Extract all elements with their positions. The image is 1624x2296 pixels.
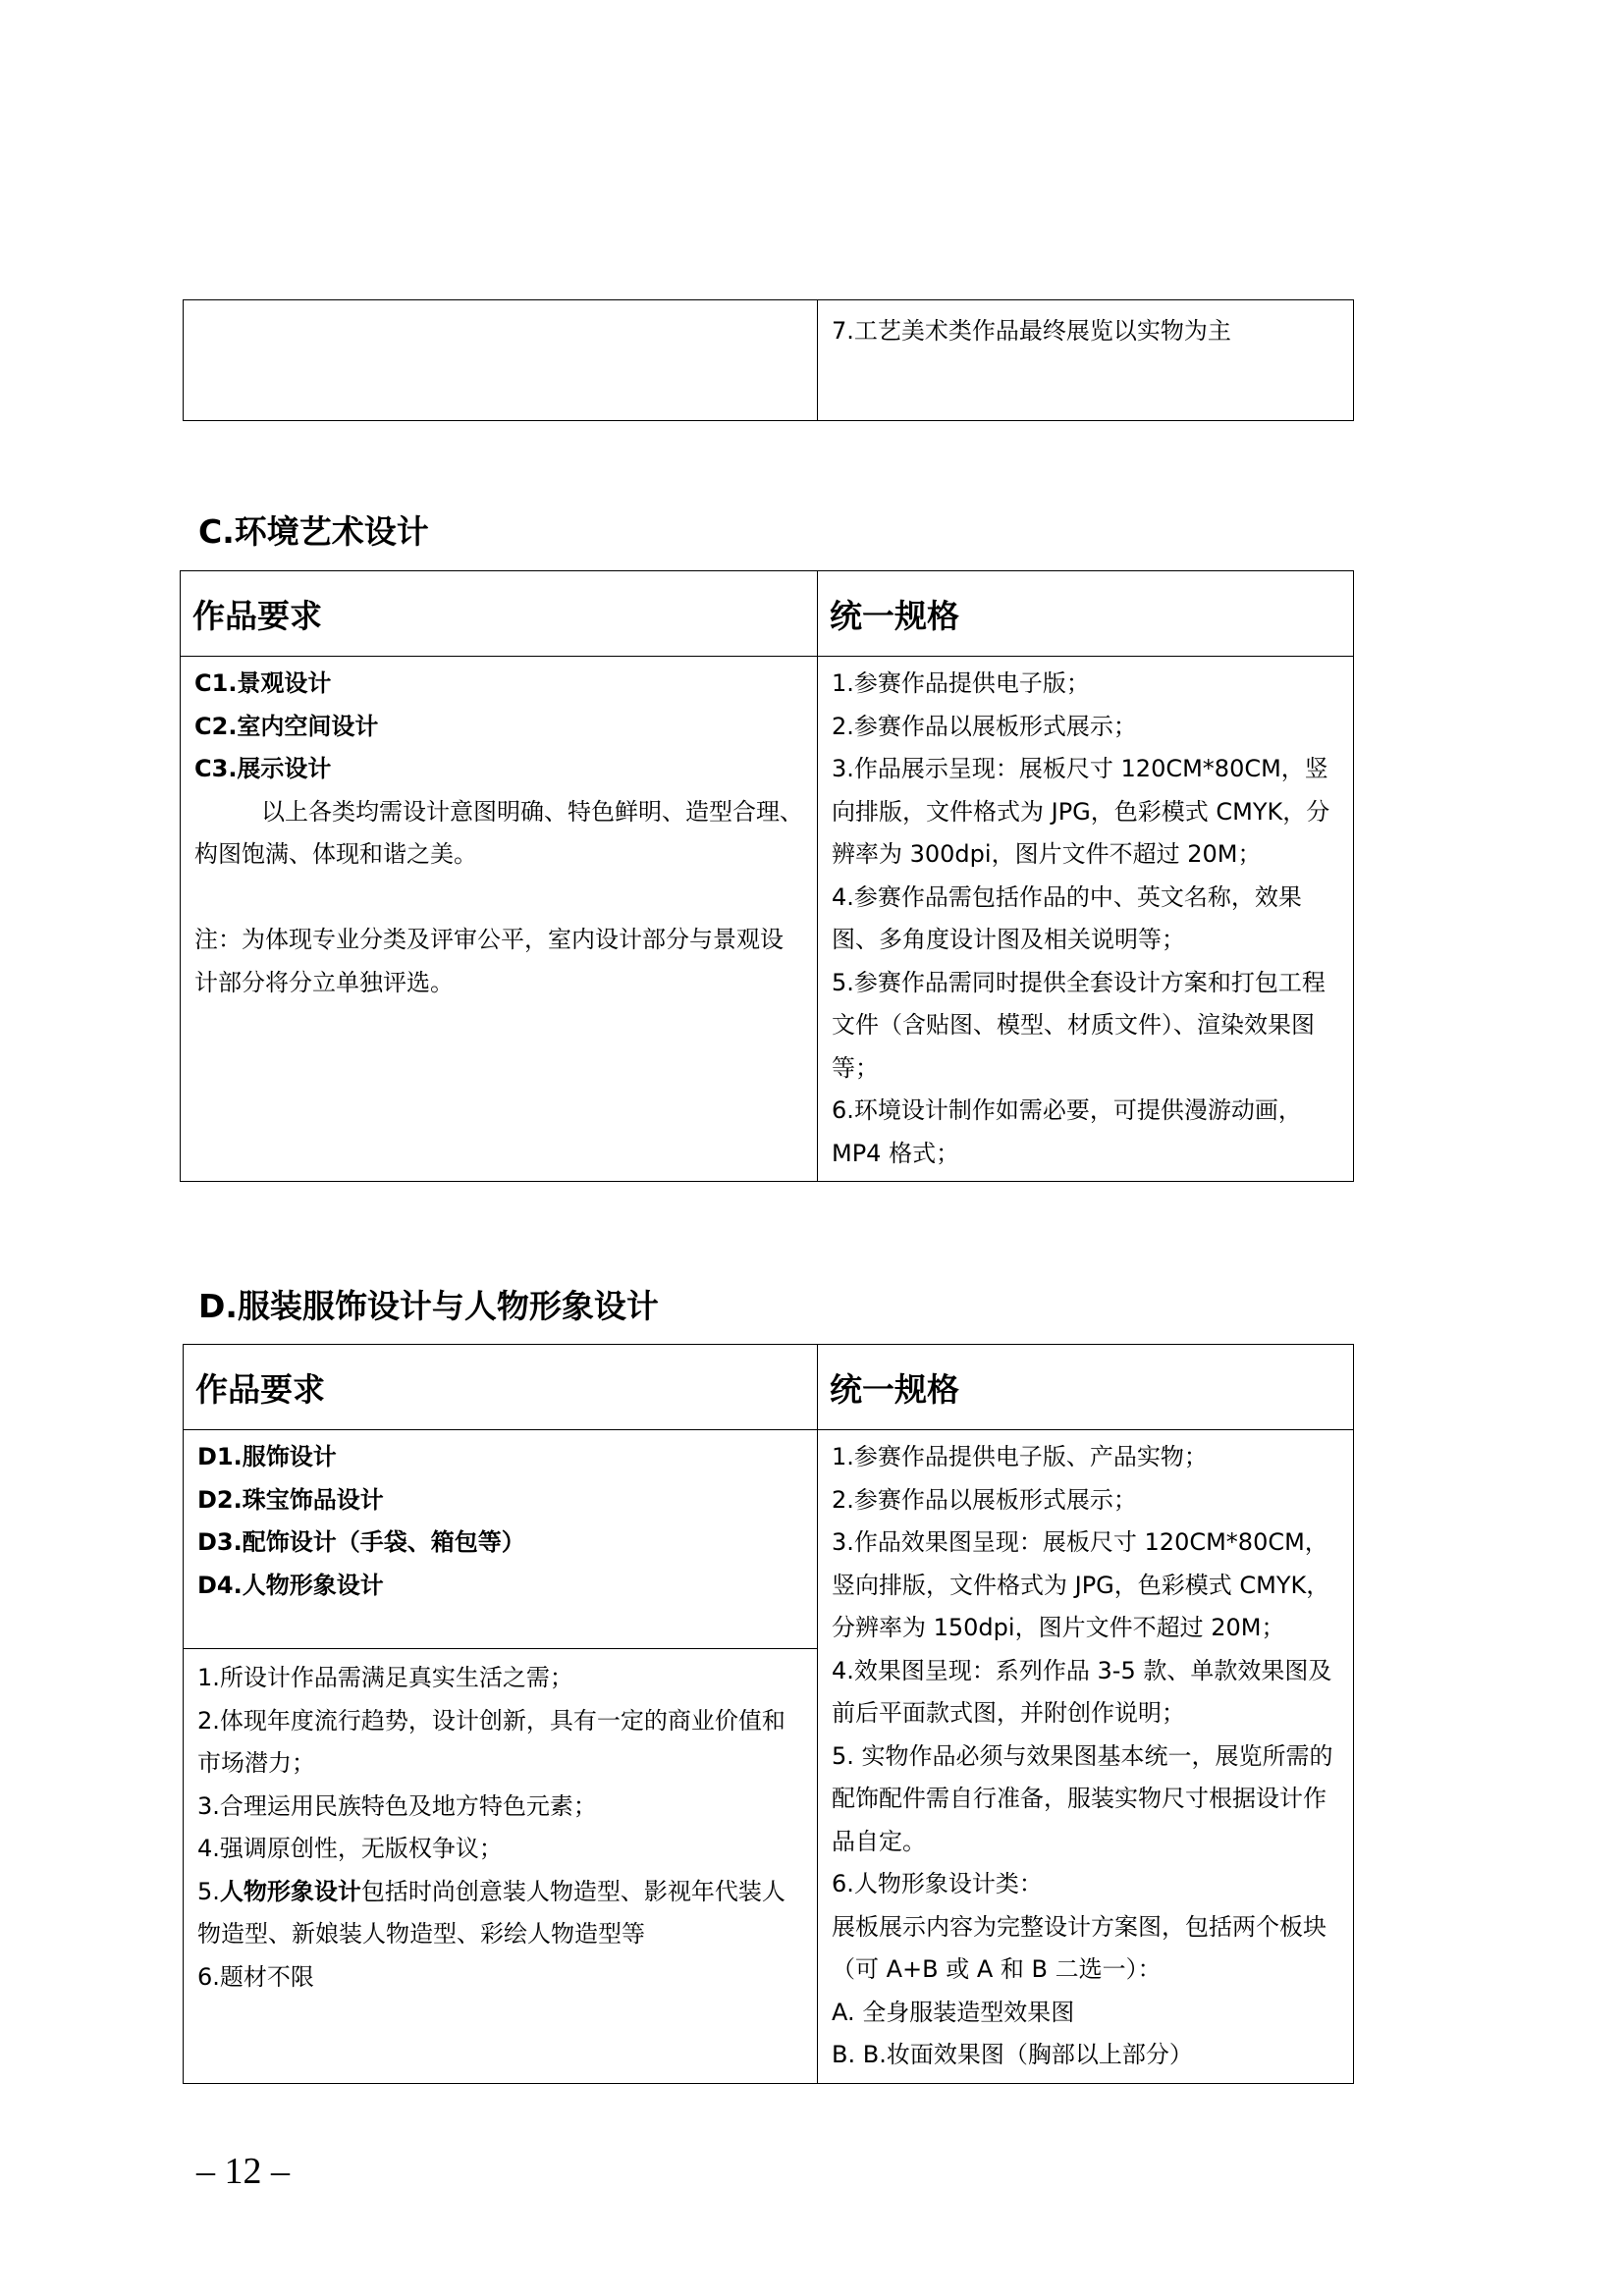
category-item: C3.展示设计: [194, 755, 332, 782]
spec-item: 5. 实物作品必须与效果图基本统一，展览所需的配饰配件需自行准备，服装实物尺寸根据设计作品自定。: [832, 1741, 1333, 1855]
spec-item: 7.工艺美术类作品最终展览以实物为主: [832, 317, 1231, 345]
header-specifications: 统一规格: [818, 1345, 1354, 1430]
table-cell: [818, 300, 1354, 421]
section-c-table: [180, 570, 1354, 1182]
spec-item: 展板展示内容为完整设计方案图，包括两个板块（可 A+B 或 A 和 B 二选一）：: [832, 1912, 1326, 1983]
spec-item: A. 全身服装造型效果图: [832, 1998, 1075, 2026]
table-row: [184, 1430, 1354, 1649]
specifications-cell: [818, 1430, 1354, 2084]
spec-item: 3.作品展示呈现：展板尺寸 120CM*80CM，竖向排版，文件格式为 JPG，色彩模式 CMYK，分辨率为 300dpi，图片文件不超过 20M；: [832, 755, 1330, 868]
requirement-item: 3.合理运用民族特色及地方特色元素；: [197, 1791, 597, 1820]
requirement-item: 1.所设计作品需满足真实生活之需；: [197, 1664, 573, 1691]
requirement-highlight: 人物形象设计: [219, 1877, 361, 1905]
page-number: – 12 –: [196, 2151, 290, 2192]
section-title-c: C.环境艺术设计: [198, 512, 429, 551]
header-requirements: 作品要求: [181, 571, 818, 657]
requirement-item: 4.强调原创性，无版权争议；: [197, 1835, 503, 1862]
header-specifications: 统一规格: [818, 571, 1354, 657]
section-d-table: [183, 1344, 1354, 2084]
requirements-cell: [184, 1649, 818, 2084]
specifications-cell: [818, 657, 1354, 1182]
spec-item: 4.参赛作品需包括作品的中、英文名称，效果图、多角度设计图及相关说明等；: [832, 882, 1302, 953]
requirement-item: 6.题材不限: [197, 1962, 314, 1991]
header-requirements: 作品要求: [184, 1345, 818, 1430]
note-text: 注：为体现专业分类及评审公平，室内设计部分与景观设计部分将分立单独评选。: [194, 926, 784, 996]
table-header-row: [184, 1345, 1354, 1430]
table-row: [184, 300, 1354, 421]
section-title-d: D.服装服饰设计与人物形象设计: [198, 1287, 659, 1325]
table-cell-empty: [184, 300, 818, 421]
table-row: [181, 657, 1354, 1182]
spec-item: 4.效果图呈现：系列作品 3-5 款、单款效果图及前后平面款式图，并附创作说明；: [832, 1656, 1332, 1727]
spec-item: 5.参赛作品需同时提供全套设计方案和打包工程文件（含贴图、模型、材质文件）、渲染效果图等；: [832, 968, 1326, 1082]
spec-item: 1.参赛作品提供电子版、产品实物；: [832, 1443, 1208, 1470]
category-item: D4.人物形象设计: [197, 1571, 384, 1599]
category-item: D1.服饰设计: [197, 1443, 337, 1470]
spec-item: 3.作品效果图呈现：展板尺寸 120CM*80CM，竖向排版，文件格式为 JPG，色彩模式 CMYK，分辨率为 150dpi，图片文件不超过 20M；: [832, 1528, 1330, 1641]
requirements-cell: [181, 657, 818, 1182]
spec-item: 1.参赛作品提供电子版；: [832, 669, 1090, 697]
spec-item: 2.参赛作品以展板形式展示；: [832, 1485, 1137, 1514]
spec-item: 6.环境设计制作如需必要，可提供漫游动画，MP4 格式；: [832, 1096, 1302, 1167]
requirement-item: 2.体现年度流行趋势，设计创新，具有一定的商业价值和市场潜力；: [197, 1706, 785, 1777]
spec-item: B. B.妆面效果图（胸部以上部分）: [832, 2041, 1193, 2068]
spec-item: 2.参赛作品以展板形式展示；: [832, 712, 1137, 740]
category-item: C2.室内空间设计: [194, 712, 379, 740]
category-item: D3.配饰设计（手袋、箱包等）: [197, 1528, 525, 1556]
continued-table: [183, 299, 1354, 421]
table-header-row: [181, 571, 1354, 657]
category-item: D2.珠宝饰品设计: [197, 1485, 384, 1514]
requirement-item: 5.人物形象设计包括时尚创意装人物造型、影视年代装人物造型、新娘装人物造型、彩绘人物造型等: [197, 1877, 785, 1948]
category-item: C1.景观设计: [194, 669, 332, 697]
description-text: 以上各类均需设计意图明确、特色鲜明、造型合理、构图饱满、体现和谐之美。: [194, 797, 803, 868]
categories-cell: [184, 1430, 818, 1649]
spec-item: 6.人物形象设计类：: [832, 1870, 1043, 1897]
